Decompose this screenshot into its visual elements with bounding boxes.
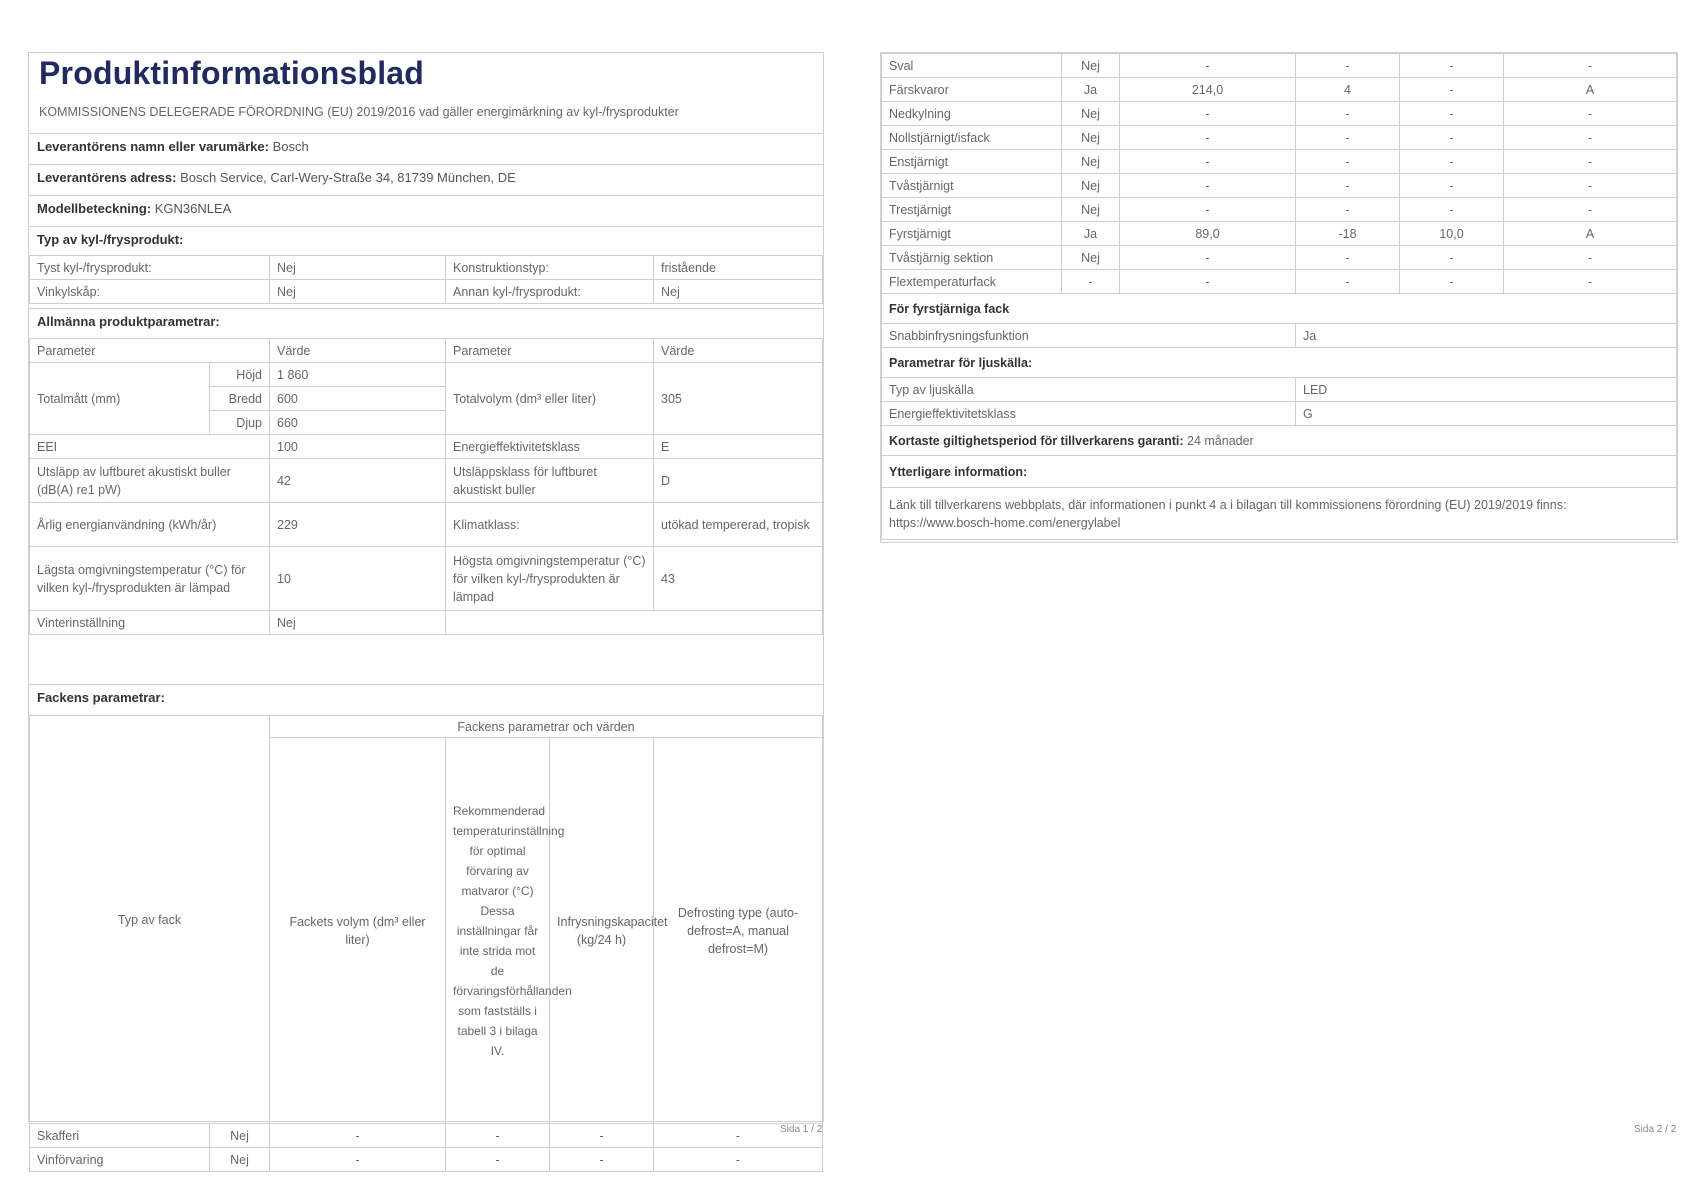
param-label: Klimatklass: xyxy=(446,503,654,547)
compartment-recommended: - xyxy=(446,1148,550,1172)
winter-row xyxy=(30,611,823,635)
compartment-row xyxy=(882,54,1677,78)
param-label: Energieffektivitetsklass xyxy=(446,435,654,459)
compartment-name: Tvåstjärnig sektion xyxy=(882,246,1062,270)
compartment-heading-row xyxy=(29,684,823,710)
compartment-table-continued xyxy=(881,53,1677,540)
param-label: Årlig energianvändning (kWh/år) xyxy=(30,503,270,547)
fast-freeze-value: Ja xyxy=(1296,324,1677,348)
compartment-volume: - xyxy=(270,1124,446,1148)
freezing-capacity-header: Infrysningskapacitet (kg/24 h) xyxy=(550,738,654,1124)
compartment-present: - xyxy=(1062,270,1120,294)
empty-cell xyxy=(446,611,823,635)
compartment-present: Nej xyxy=(1062,102,1120,126)
compartment-defrost: - xyxy=(1504,174,1677,198)
type-label: Tyst kyl-/frysprodukt: xyxy=(30,256,270,280)
light-heading: Parametrar för ljuskälla: xyxy=(882,348,1677,378)
volume-header: Fackets volym (dm³ eller liter) xyxy=(270,738,446,1124)
param-row xyxy=(30,547,823,611)
param-value: 42 xyxy=(270,459,446,503)
compartment-freezing: - xyxy=(1400,150,1504,174)
compartment-name: Nedkylning xyxy=(882,102,1062,126)
compartment-volume: 214,0 xyxy=(1120,78,1296,102)
compartment-defrost: A xyxy=(1504,222,1677,246)
param-label: Lägsta omgivningstemperatur (°C) för vilken kyl-/frysprodukten är lämpad xyxy=(30,547,270,611)
param-row xyxy=(30,435,823,459)
compartment-group-row xyxy=(30,716,823,738)
type-value: Nej xyxy=(654,280,823,304)
compartment-freezing: - xyxy=(1400,174,1504,198)
compartment-recommended: - xyxy=(1296,174,1400,198)
general-heading: Allmänna produktparametrar: xyxy=(37,314,220,329)
compartment-recommended: - xyxy=(1296,102,1400,126)
supplier-address-label: Leverantörens adress: xyxy=(37,170,177,185)
param-value: D xyxy=(654,459,823,503)
compartment-volume: - xyxy=(270,1148,446,1172)
compartment-type-header: Typ av fack xyxy=(30,716,270,1124)
compartment-defrost: - xyxy=(1504,246,1677,270)
compartment-row xyxy=(882,174,1677,198)
compartment-row xyxy=(882,102,1677,126)
additional-heading-row xyxy=(882,456,1677,488)
type-table xyxy=(29,255,823,304)
additional-info-text: Länk till tillverkarens webbplats, där informationen i punkt 4 a i bilagan till kommissionens förordning (EU) 2019/2019 finns: https://www.bosch-home.com/energylabel xyxy=(882,488,1677,540)
supplier-name-row xyxy=(29,133,823,159)
compartment-defrost: - xyxy=(1504,54,1677,78)
param-value: 10 xyxy=(270,547,446,611)
model-value: KGN36NLEA xyxy=(154,201,232,216)
type-label: Vinkylskåp: xyxy=(30,280,270,304)
param-header: Parameter xyxy=(30,339,270,363)
compartment-recommended: - xyxy=(1296,270,1400,294)
winter-value: Nej xyxy=(270,611,446,635)
compartment-recommended: - xyxy=(1296,54,1400,78)
compartment-name: Enstjärnigt xyxy=(882,150,1062,174)
model-row xyxy=(29,195,823,221)
type-heading: Typ av kyl-/frysprodukt: xyxy=(37,232,184,247)
compartment-volume: - xyxy=(1120,54,1296,78)
param-label: Utsläppsklass för luftburet akustiskt buller xyxy=(446,459,654,503)
warranty-label: Kortaste giltighetsperiod för tillverkarens garanti: xyxy=(889,433,1184,448)
compartment-volume: - xyxy=(1120,102,1296,126)
compartment-volume: - xyxy=(1120,174,1296,198)
dimensions-label: Totalmått (mm) xyxy=(30,363,210,435)
compartment-defrost: A xyxy=(1504,78,1677,102)
light-heading-row xyxy=(882,348,1677,378)
compartment-defrost: - xyxy=(1504,150,1677,174)
fast-freeze-label: Snabbinfrysningsfunktion xyxy=(882,324,1296,348)
compartment-freezing: - xyxy=(1400,78,1504,102)
compartment-heading: Fackens parametrar: xyxy=(37,690,165,705)
compartment-freezing: - xyxy=(1400,54,1504,78)
compartment-present: Nej xyxy=(1062,54,1120,78)
compartment-recommended: - xyxy=(1296,198,1400,222)
type-value: fristående xyxy=(654,256,823,280)
param-label: Högsta omgivningstemperatur (°C) för vilken kyl-/frysprodukten är lämpad xyxy=(446,547,654,611)
compartment-present: Nej xyxy=(210,1124,270,1148)
compartment-defrost: - xyxy=(1504,198,1677,222)
compartment-volume: - xyxy=(1120,246,1296,270)
param-header-row xyxy=(30,339,823,363)
compartment-present: Nej xyxy=(1062,174,1120,198)
param-value: 229 xyxy=(270,503,446,547)
page-number: Sida 2 / 2 xyxy=(1634,1124,1677,1135)
compartment-defrost: - xyxy=(1504,102,1677,126)
type-label: Konstruktionstyp: xyxy=(446,256,654,280)
additional-info-row xyxy=(882,488,1677,540)
compartment-name: Fyrstjärnigt xyxy=(882,222,1062,246)
type-row xyxy=(30,256,823,280)
compartment-freezing: 10,0 xyxy=(1400,222,1504,246)
compartment-volume: - xyxy=(1120,150,1296,174)
compartment-row xyxy=(882,270,1677,294)
additional-heading: Ytterligare information: xyxy=(882,456,1677,488)
compartment-freezing: - xyxy=(550,1148,654,1172)
model-label: Modellbeteckning: xyxy=(37,201,152,216)
compartment-recommended: - xyxy=(1296,246,1400,270)
type-value: Nej xyxy=(270,280,446,304)
compartment-name: Tvåstjärnigt xyxy=(882,174,1062,198)
compartment-present: Nej xyxy=(210,1148,270,1172)
compartment-name: Flextemperaturfack xyxy=(882,270,1062,294)
compartment-present: Ja xyxy=(1062,222,1120,246)
dimension-value: 1 860 xyxy=(270,363,446,387)
warranty-row xyxy=(882,426,1677,456)
compartment-present: Ja xyxy=(1062,78,1120,102)
compartment-row xyxy=(882,126,1677,150)
compartment-present: Nej xyxy=(1062,126,1120,150)
light-type-row xyxy=(882,378,1677,402)
type-heading-row xyxy=(29,226,823,252)
four-star-heading: För fyrstjärniga fack xyxy=(882,294,1677,324)
compartment-defrost: - xyxy=(654,1124,823,1148)
light-class-row xyxy=(882,402,1677,426)
compartment-name: Skafferi xyxy=(30,1124,210,1148)
param-header: Parameter xyxy=(446,339,654,363)
compartment-present: Nej xyxy=(1062,246,1120,270)
type-label: Annan kyl-/frysprodukt: xyxy=(446,280,654,304)
compartment-name: Sval xyxy=(882,54,1062,78)
param-label: EEI xyxy=(30,435,270,459)
compartment-volume: - xyxy=(1120,198,1296,222)
compartment-volume: - xyxy=(1120,126,1296,150)
supplier-name-label: Leverantörens namn eller varumärke: xyxy=(37,139,269,154)
value-header: Värde xyxy=(270,339,446,363)
light-type-label: Typ av ljuskälla xyxy=(882,378,1296,402)
param-row xyxy=(30,503,823,547)
general-heading-row xyxy=(29,308,823,334)
document-title: Produktinformationsblad xyxy=(39,55,425,91)
compartment-row xyxy=(882,222,1677,246)
param-value: 100 xyxy=(270,435,446,459)
compartment-row xyxy=(882,150,1677,174)
compartment-row xyxy=(882,246,1677,270)
compartment-freezing: - xyxy=(1400,102,1504,126)
dimension-label: Djup xyxy=(210,411,270,435)
compartment-recommended: - xyxy=(1296,126,1400,150)
compartment-present: Nej xyxy=(1062,198,1120,222)
four-star-heading-row xyxy=(882,294,1677,324)
param-label: Utsläpp av luftburet akustiskt buller (dB(A) re1 pW) xyxy=(30,459,270,503)
param-value: utökad tempererad, tropisk xyxy=(654,503,823,547)
compartment-freezing: - xyxy=(1400,198,1504,222)
dimension-label: Höjd xyxy=(210,363,270,387)
compartment-row xyxy=(882,198,1677,222)
type-value: Nej xyxy=(270,256,446,280)
dimension-value: 660 xyxy=(270,411,446,435)
compartment-freezing: - xyxy=(1400,246,1504,270)
page-number: Sida 1 / 2 xyxy=(780,1124,823,1135)
compartment-recommended: - xyxy=(1296,150,1400,174)
compartment-name: Trestjärnigt xyxy=(882,198,1062,222)
dimension-label: Bredd xyxy=(210,387,270,411)
page-2 xyxy=(880,52,1678,543)
winter-label: Vinterinställning xyxy=(30,611,270,635)
compartment-name: Nollstjärnigt/isfack xyxy=(882,126,1062,150)
type-row xyxy=(30,280,823,304)
supplier-address-row xyxy=(29,164,823,190)
dimension-value: 600 xyxy=(270,387,446,411)
param-value: 43 xyxy=(654,547,823,611)
compartment-group-header: Fackens parametrar och värden xyxy=(270,716,823,738)
warranty-cell xyxy=(882,426,1677,456)
compartment-defrost: - xyxy=(1504,126,1677,150)
compartment-table xyxy=(29,715,823,1172)
compartment-defrost: - xyxy=(1504,270,1677,294)
compartment-defrost: - xyxy=(654,1148,823,1172)
defrost-type-header: Defrosting type (auto-defrost=A, manual defrost=M) xyxy=(654,738,823,1124)
supplier-address-value: Bosch Service, Carl-Wery-Straße 34, 81739 München, DE xyxy=(180,170,516,185)
regulation-subtitle: KOMMISSIONENS DELEGERADE FÖRORDNING (EU) 2019/2016 vad gäller energimärkning av kyl-/frysprodukter xyxy=(39,105,679,119)
general-parameters-table xyxy=(29,338,823,635)
compartment-freezing: - xyxy=(1400,270,1504,294)
compartment-recommended: -18 xyxy=(1296,222,1400,246)
compartment-row xyxy=(30,1124,823,1148)
param-value: E xyxy=(654,435,823,459)
light-type-value: LED xyxy=(1296,378,1677,402)
compartment-freezing: - xyxy=(1400,126,1504,150)
compartment-name: Vinförvaring xyxy=(30,1148,210,1172)
param-row xyxy=(30,459,823,503)
total-volume-label: Totalvolym (dm³ eller liter) xyxy=(446,363,654,435)
compartment-row xyxy=(30,1148,823,1172)
compartment-recommended: - xyxy=(446,1124,550,1148)
compartment-recommended: 4 xyxy=(1296,78,1400,102)
compartment-row xyxy=(882,78,1677,102)
light-class-value: G xyxy=(1296,402,1677,426)
supplier-name-value: Bosch xyxy=(272,139,309,154)
compartment-freezing: - xyxy=(550,1124,654,1148)
total-volume-value: 305 xyxy=(654,363,823,435)
compartment-present: Nej xyxy=(1062,150,1120,174)
light-class-label: Energieffektivitetsklass xyxy=(882,402,1296,426)
warranty-value: 24 månader xyxy=(1187,433,1254,448)
compartment-volume: - xyxy=(1120,270,1296,294)
dimension-row xyxy=(30,363,823,387)
fast-freeze-row xyxy=(882,324,1677,348)
value-header: Värde xyxy=(654,339,823,363)
compartment-volume: 89,0 xyxy=(1120,222,1296,246)
compartment-name: Färskvaror xyxy=(882,78,1062,102)
recommended-temp-header: Rekommenderad temperaturinställning för optimal förvaring av matvaror (°C) Dessa inställningar får inte strida mot de förvaringsförhållanden som fastställs i tabell 3 i bilaga IV. xyxy=(446,738,550,1124)
